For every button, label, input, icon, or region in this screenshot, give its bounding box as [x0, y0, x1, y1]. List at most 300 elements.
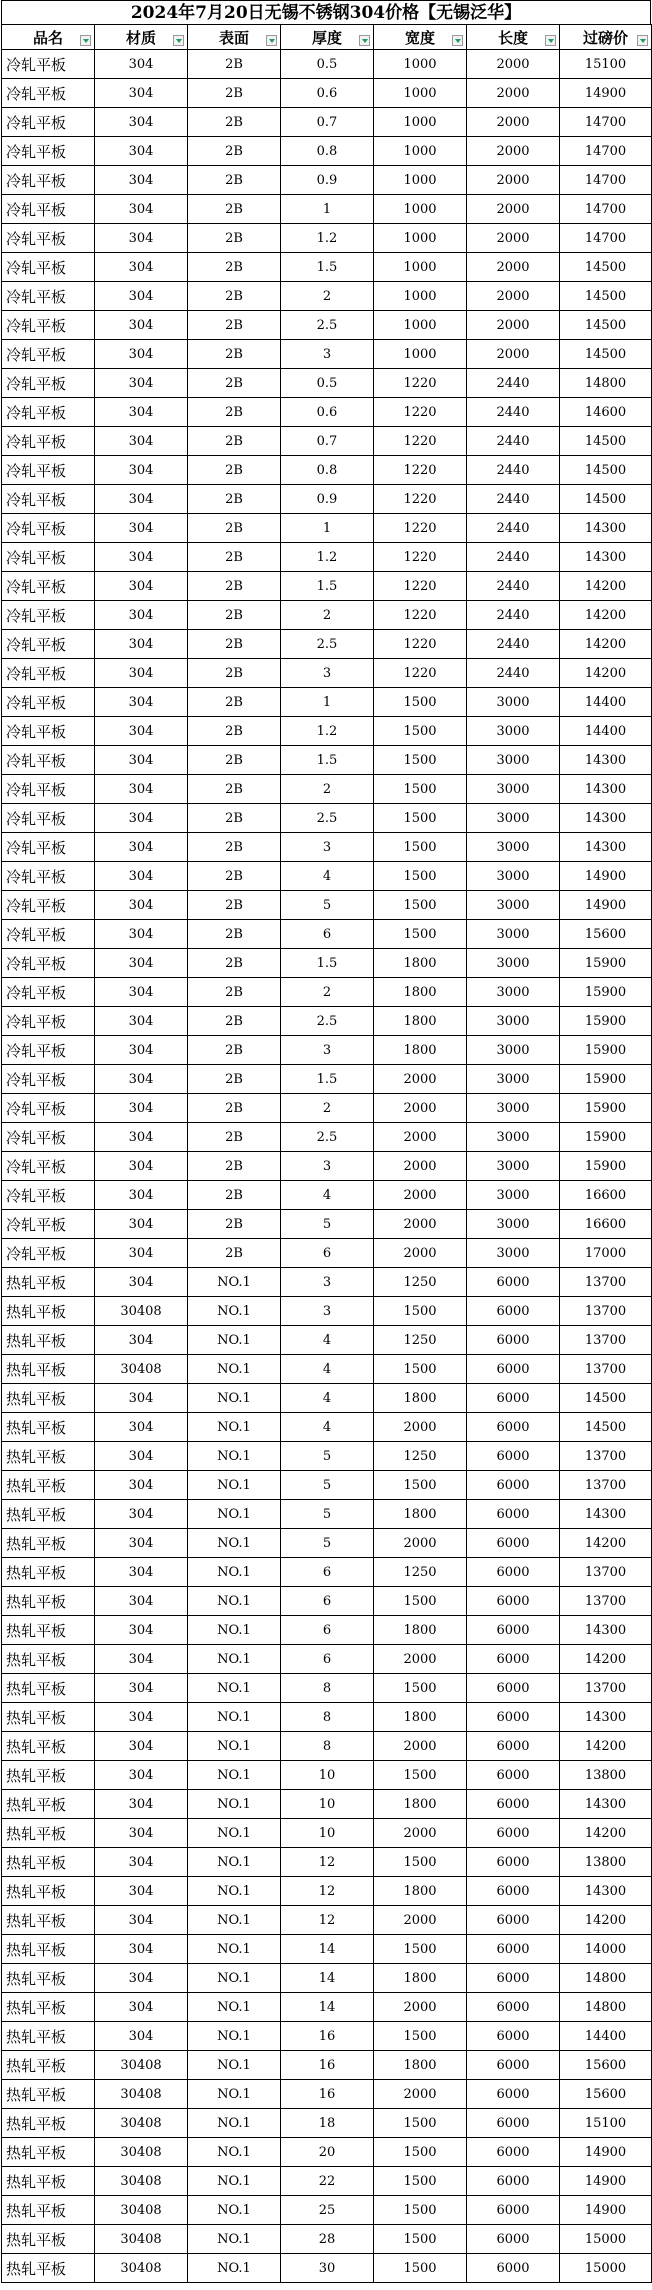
cell-surface[interactable]: 2B [188, 659, 281, 688]
cell-thickness[interactable]: 6 [281, 920, 374, 949]
cell-surface[interactable]: 2B [188, 1152, 281, 1181]
filter-dropdown-icon[interactable] [266, 35, 277, 46]
cell-length[interactable]: 6000 [467, 2138, 560, 2167]
cell-material[interactable]: 304 [95, 862, 188, 891]
cell-thickness[interactable]: 2.5 [281, 1007, 374, 1036]
cell-length[interactable]: 6000 [467, 1819, 560, 1848]
cell-material[interactable]: 304 [95, 1326, 188, 1355]
cell-product[interactable]: 冷轧平板 [2, 630, 95, 659]
cell-product[interactable]: 热轧平板 [2, 1819, 95, 1848]
cell-width[interactable]: 1250 [374, 1268, 467, 1297]
cell-price[interactable]: 14500 [560, 1384, 652, 1413]
cell-product[interactable]: 热轧平板 [2, 1529, 95, 1558]
cell-product[interactable]: 热轧平板 [2, 1848, 95, 1877]
cell-material[interactable]: 30408 [95, 2051, 188, 2080]
cell-product[interactable]: 冷轧平板 [2, 195, 95, 224]
cell-length[interactable]: 2440 [467, 398, 560, 427]
cell-product[interactable]: 冷轧平板 [2, 456, 95, 485]
cell-material[interactable]: 304 [95, 688, 188, 717]
cell-width[interactable]: 1500 [374, 2225, 467, 2254]
cell-price[interactable]: 14600 [560, 398, 652, 427]
cell-product[interactable]: 冷轧平板 [2, 514, 95, 543]
cell-price[interactable]: 15900 [560, 1065, 652, 1094]
cell-thickness[interactable]: 6 [281, 1616, 374, 1645]
cell-thickness[interactable]: 2 [281, 775, 374, 804]
cell-material[interactable]: 30408 [95, 2196, 188, 2225]
cell-length[interactable]: 2000 [467, 79, 560, 108]
cell-length[interactable]: 2000 [467, 340, 560, 369]
cell-length[interactable]: 6000 [467, 1848, 560, 1877]
cell-thickness[interactable]: 28 [281, 2225, 374, 2254]
cell-surface[interactable]: 2B [188, 166, 281, 195]
cell-thickness[interactable]: 1.5 [281, 949, 374, 978]
cell-surface[interactable]: NO.1 [188, 2022, 281, 2051]
cell-length[interactable]: 3000 [467, 891, 560, 920]
cell-price[interactable]: 14700 [560, 166, 652, 195]
cell-thickness[interactable]: 5 [281, 1442, 374, 1471]
cell-thickness[interactable]: 16 [281, 2051, 374, 2080]
cell-surface[interactable]: 2B [188, 833, 281, 862]
cell-length[interactable]: 2440 [467, 543, 560, 572]
cell-surface[interactable]: 2B [188, 978, 281, 1007]
cell-width[interactable]: 1500 [374, 891, 467, 920]
cell-surface[interactable]: 2B [188, 891, 281, 920]
cell-width[interactable]: 1000 [374, 50, 467, 79]
cell-material[interactable]: 304 [95, 1500, 188, 1529]
cell-length[interactable]: 6000 [467, 1645, 560, 1674]
cell-product[interactable]: 冷轧平板 [2, 427, 95, 456]
cell-surface[interactable]: 2B [188, 1181, 281, 1210]
cell-price[interactable]: 14300 [560, 1790, 652, 1819]
cell-surface[interactable]: NO.1 [188, 1326, 281, 1355]
cell-material[interactable]: 304 [95, 1790, 188, 1819]
cell-length[interactable]: 3000 [467, 717, 560, 746]
cell-width[interactable]: 1500 [374, 920, 467, 949]
cell-length[interactable]: 6000 [467, 1268, 560, 1297]
filter-dropdown-icon[interactable] [637, 35, 648, 46]
cell-product[interactable]: 热轧平板 [2, 1877, 95, 1906]
cell-product[interactable]: 热轧平板 [2, 2196, 95, 2225]
cell-length[interactable]: 6000 [467, 2167, 560, 2196]
cell-width[interactable]: 1220 [374, 572, 467, 601]
cell-price[interactable]: 13700 [560, 1471, 652, 1500]
cell-product[interactable]: 冷轧平板 [2, 1007, 95, 1036]
cell-price[interactable]: 14000 [560, 1935, 652, 1964]
cell-product[interactable]: 冷轧平板 [2, 833, 95, 862]
cell-material[interactable]: 304 [95, 485, 188, 514]
cell-length[interactable]: 3000 [467, 746, 560, 775]
cell-thickness[interactable]: 2 [281, 282, 374, 311]
cell-thickness[interactable]: 2 [281, 601, 374, 630]
cell-product[interactable]: 热轧平板 [2, 2051, 95, 2080]
cell-product[interactable]: 冷轧平板 [2, 340, 95, 369]
cell-width[interactable]: 2000 [374, 1732, 467, 1761]
cell-price[interactable]: 14300 [560, 1703, 652, 1732]
cell-thickness[interactable]: 0.9 [281, 485, 374, 514]
cell-length[interactable]: 6000 [467, 2080, 560, 2109]
cell-length[interactable]: 6000 [467, 1297, 560, 1326]
column-header-material[interactable] [95, 25, 188, 50]
cell-length[interactable]: 6000 [467, 1500, 560, 1529]
cell-surface[interactable]: NO.1 [188, 1297, 281, 1326]
cell-width[interactable]: 1220 [374, 427, 467, 456]
cell-product[interactable]: 热轧平板 [2, 1906, 95, 1935]
cell-width[interactable]: 1220 [374, 630, 467, 659]
cell-product[interactable]: 冷轧平板 [2, 543, 95, 572]
cell-surface[interactable]: 2B [188, 1065, 281, 1094]
cell-material[interactable]: 304 [95, 1036, 188, 1065]
cell-product[interactable]: 冷轧平板 [2, 137, 95, 166]
cell-thickness[interactable]: 6 [281, 1239, 374, 1268]
cell-material[interactable]: 304 [95, 630, 188, 659]
cell-thickness[interactable]: 5 [281, 891, 374, 920]
cell-material[interactable]: 304 [95, 572, 188, 601]
cell-length[interactable]: 3000 [467, 1123, 560, 1152]
cell-product[interactable]: 热轧平板 [2, 1471, 95, 1500]
cell-material[interactable]: 304 [95, 543, 188, 572]
cell-thickness[interactable]: 2 [281, 1094, 374, 1123]
cell-length[interactable]: 6000 [467, 2022, 560, 2051]
cell-length[interactable]: 6000 [467, 2196, 560, 2225]
cell-price[interactable]: 15900 [560, 1036, 652, 1065]
cell-length[interactable]: 6000 [467, 1616, 560, 1645]
cell-material[interactable]: 304 [95, 1471, 188, 1500]
cell-length[interactable]: 6000 [467, 1471, 560, 1500]
cell-surface[interactable]: NO.1 [188, 1413, 281, 1442]
cell-material[interactable]: 304 [95, 1848, 188, 1877]
cell-product[interactable]: 热轧平板 [2, 2022, 95, 2051]
cell-price[interactable]: 14200 [560, 630, 652, 659]
cell-material[interactable]: 304 [95, 195, 188, 224]
cell-width[interactable]: 1800 [374, 1877, 467, 1906]
filter-dropdown-icon[interactable] [452, 35, 463, 46]
cell-price[interactable]: 14900 [560, 2196, 652, 2225]
cell-product[interactable]: 热轧平板 [2, 1442, 95, 1471]
cell-product[interactable]: 热轧平板 [2, 1993, 95, 2022]
cell-material[interactable]: 304 [95, 1442, 188, 1471]
cell-width[interactable]: 2000 [374, 1819, 467, 1848]
cell-product[interactable]: 冷轧平板 [2, 775, 95, 804]
cell-length[interactable]: 6000 [467, 1993, 560, 2022]
cell-length[interactable]: 3000 [467, 1036, 560, 1065]
cell-thickness[interactable]: 0.9 [281, 166, 374, 195]
cell-price[interactable]: 14400 [560, 688, 652, 717]
cell-length[interactable]: 2440 [467, 369, 560, 398]
cell-thickness[interactable]: 16 [281, 2080, 374, 2109]
cell-length[interactable]: 3000 [467, 920, 560, 949]
cell-surface[interactable]: 2B [188, 688, 281, 717]
cell-price[interactable]: 15900 [560, 1007, 652, 1036]
cell-surface[interactable]: 2B [188, 804, 281, 833]
cell-thickness[interactable]: 6 [281, 1645, 374, 1674]
column-header-length[interactable] [467, 25, 560, 50]
cell-surface[interactable]: NO.1 [188, 1819, 281, 1848]
cell-thickness[interactable]: 22 [281, 2167, 374, 2196]
cell-length[interactable]: 2000 [467, 253, 560, 282]
cell-surface[interactable]: 2B [188, 775, 281, 804]
cell-length[interactable]: 6000 [467, 1935, 560, 1964]
cell-surface[interactable]: 2B [188, 1007, 281, 1036]
cell-width[interactable]: 1500 [374, 717, 467, 746]
cell-material[interactable]: 304 [95, 833, 188, 862]
cell-length[interactable]: 6000 [467, 2051, 560, 2080]
cell-price[interactable]: 14900 [560, 2167, 652, 2196]
cell-width[interactable]: 2000 [374, 1123, 467, 1152]
cell-thickness[interactable]: 16 [281, 2022, 374, 2051]
cell-surface[interactable]: 2B [188, 195, 281, 224]
cell-product[interactable]: 冷轧平板 [2, 369, 95, 398]
cell-surface[interactable]: NO.1 [188, 1703, 281, 1732]
cell-width[interactable]: 1220 [374, 369, 467, 398]
cell-length[interactable]: 2000 [467, 195, 560, 224]
cell-product[interactable]: 热轧平板 [2, 1558, 95, 1587]
cell-width[interactable]: 2000 [374, 1529, 467, 1558]
cell-thickness[interactable]: 4 [281, 1384, 374, 1413]
cell-price[interactable]: 14500 [560, 311, 652, 340]
cell-product[interactable]: 热轧平板 [2, 1964, 95, 1993]
cell-price[interactable]: 14800 [560, 1964, 652, 1993]
cell-material[interactable]: 304 [95, 1123, 188, 1152]
cell-width[interactable]: 1500 [374, 2138, 467, 2167]
cell-product[interactable]: 热轧平板 [2, 2225, 95, 2254]
cell-width[interactable]: 1220 [374, 543, 467, 572]
cell-product[interactable]: 冷轧平板 [2, 978, 95, 1007]
cell-price[interactable]: 14500 [560, 340, 652, 369]
cell-material[interactable]: 304 [95, 79, 188, 108]
cell-length[interactable]: 6000 [467, 2225, 560, 2254]
cell-surface[interactable]: 2B [188, 253, 281, 282]
cell-price[interactable]: 14400 [560, 2022, 652, 2051]
cell-product[interactable]: 热轧平板 [2, 2138, 95, 2167]
cell-material[interactable]: 304 [95, 456, 188, 485]
cell-surface[interactable]: NO.1 [188, 1993, 281, 2022]
cell-surface[interactable]: 2B [188, 1239, 281, 1268]
cell-material[interactable]: 304 [95, 253, 188, 282]
cell-surface[interactable]: NO.1 [188, 1790, 281, 1819]
cell-price[interactable]: 15000 [560, 2225, 652, 2254]
cell-width[interactable]: 2000 [374, 2080, 467, 2109]
cell-width[interactable]: 1000 [374, 224, 467, 253]
cell-price[interactable]: 14400 [560, 717, 652, 746]
cell-surface[interactable]: NO.1 [188, 1268, 281, 1297]
cell-thickness[interactable]: 4 [281, 1181, 374, 1210]
cell-surface[interactable]: NO.1 [188, 1877, 281, 1906]
cell-product[interactable]: 冷轧平板 [2, 224, 95, 253]
cell-width[interactable]: 1800 [374, 1790, 467, 1819]
cell-width[interactable]: 1220 [374, 601, 467, 630]
cell-thickness[interactable]: 1.5 [281, 1065, 374, 1094]
cell-length[interactable]: 3000 [467, 1210, 560, 1239]
cell-price[interactable]: 14200 [560, 1819, 652, 1848]
cell-price[interactable]: 14900 [560, 79, 652, 108]
cell-material[interactable]: 304 [95, 1993, 188, 2022]
cell-length[interactable]: 2440 [467, 572, 560, 601]
cell-material[interactable]: 304 [95, 1210, 188, 1239]
cell-length[interactable]: 3000 [467, 1239, 560, 1268]
cell-surface[interactable]: NO.1 [188, 1587, 281, 1616]
cell-product[interactable]: 热轧平板 [2, 1413, 95, 1442]
cell-price[interactable]: 13700 [560, 1558, 652, 1587]
cell-price[interactable]: 15600 [560, 2080, 652, 2109]
cell-material[interactable]: 304 [95, 1587, 188, 1616]
cell-product[interactable]: 热轧平板 [2, 1268, 95, 1297]
cell-surface[interactable]: 2B [188, 340, 281, 369]
cell-price[interactable]: 14900 [560, 862, 652, 891]
cell-thickness[interactable]: 4 [281, 862, 374, 891]
cell-width[interactable]: 1500 [374, 2196, 467, 2225]
cell-product[interactable]: 热轧平板 [2, 2080, 95, 2109]
cell-width[interactable]: 2000 [374, 1645, 467, 1674]
cell-thickness[interactable]: 5 [281, 1500, 374, 1529]
cell-width[interactable]: 1800 [374, 2051, 467, 2080]
cell-material[interactable]: 304 [95, 1413, 188, 1442]
cell-price[interactable]: 13800 [560, 1761, 652, 1790]
cell-material[interactable]: 304 [95, 1065, 188, 1094]
cell-width[interactable]: 1000 [374, 166, 467, 195]
cell-length[interactable]: 6000 [467, 1761, 560, 1790]
cell-product[interactable]: 冷轧平板 [2, 601, 95, 630]
cell-surface[interactable]: 2B [188, 311, 281, 340]
cell-surface[interactable]: 2B [188, 862, 281, 891]
cell-thickness[interactable]: 3 [281, 1297, 374, 1326]
cell-surface[interactable]: 2B [188, 746, 281, 775]
cell-length[interactable]: 6000 [467, 1529, 560, 1558]
cell-product[interactable]: 冷轧平板 [2, 311, 95, 340]
cell-surface[interactable]: NO.1 [188, 1355, 281, 1384]
cell-product[interactable]: 热轧平板 [2, 2167, 95, 2196]
cell-thickness[interactable]: 14 [281, 1964, 374, 1993]
cell-material[interactable]: 304 [95, 224, 188, 253]
filter-dropdown-icon[interactable] [173, 35, 184, 46]
cell-length[interactable]: 6000 [467, 1674, 560, 1703]
cell-length[interactable]: 3000 [467, 688, 560, 717]
cell-material[interactable]: 30408 [95, 2080, 188, 2109]
cell-price[interactable]: 15900 [560, 1152, 652, 1181]
cell-width[interactable]: 2000 [374, 1413, 467, 1442]
cell-price[interactable]: 17000 [560, 1239, 652, 1268]
cell-width[interactable]: 2000 [374, 1065, 467, 1094]
cell-width[interactable]: 1800 [374, 978, 467, 1007]
column-header-thickness[interactable] [281, 25, 374, 50]
cell-width[interactable]: 1000 [374, 311, 467, 340]
cell-length[interactable]: 2000 [467, 311, 560, 340]
cell-product[interactable]: 热轧平板 [2, 1645, 95, 1674]
cell-material[interactable]: 304 [95, 1152, 188, 1181]
column-header-width[interactable] [374, 25, 467, 50]
cell-material[interactable]: 304 [95, 1007, 188, 1036]
cell-surface[interactable]: NO.1 [188, 2109, 281, 2138]
cell-length[interactable]: 2000 [467, 282, 560, 311]
cell-thickness[interactable]: 5 [281, 1471, 374, 1500]
cell-price[interactable]: 14300 [560, 1877, 652, 1906]
cell-material[interactable]: 304 [95, 2022, 188, 2051]
cell-surface[interactable]: NO.1 [188, 1384, 281, 1413]
cell-surface[interactable]: NO.1 [188, 2225, 281, 2254]
cell-length[interactable]: 2440 [467, 630, 560, 659]
cell-price[interactable]: 15900 [560, 1094, 652, 1123]
cell-price[interactable]: 14800 [560, 369, 652, 398]
cell-surface[interactable]: 2B [188, 572, 281, 601]
cell-price[interactable]: 14200 [560, 659, 652, 688]
cell-product[interactable]: 冷轧平板 [2, 108, 95, 137]
cell-material[interactable]: 304 [95, 311, 188, 340]
cell-width[interactable]: 1220 [374, 659, 467, 688]
cell-product[interactable]: 冷轧平板 [2, 253, 95, 282]
cell-thickness[interactable]: 0.5 [281, 369, 374, 398]
cell-surface[interactable]: NO.1 [188, 1906, 281, 1935]
cell-material[interactable]: 304 [95, 427, 188, 456]
cell-price[interactable]: 15900 [560, 978, 652, 1007]
cell-product[interactable]: 热轧平板 [2, 1732, 95, 1761]
cell-width[interactable]: 1800 [374, 1036, 467, 1065]
cell-surface[interactable]: 2B [188, 1094, 281, 1123]
cell-width[interactable]: 1800 [374, 1703, 467, 1732]
cell-surface[interactable]: 2B [188, 369, 281, 398]
cell-product[interactable]: 热轧平板 [2, 2254, 95, 2283]
cell-price[interactable]: 14900 [560, 891, 652, 920]
cell-width[interactable]: 1500 [374, 2109, 467, 2138]
cell-thickness[interactable]: 4 [281, 1326, 374, 1355]
cell-surface[interactable]: 2B [188, 920, 281, 949]
filter-dropdown-icon[interactable] [80, 35, 91, 46]
cell-material[interactable]: 304 [95, 920, 188, 949]
cell-price[interactable]: 13700 [560, 1268, 652, 1297]
cell-width[interactable]: 1500 [374, 1674, 467, 1703]
cell-length[interactable]: 2000 [467, 166, 560, 195]
cell-price[interactable]: 14500 [560, 253, 652, 282]
cell-product[interactable]: 冷轧平板 [2, 746, 95, 775]
cell-material[interactable]: 304 [95, 1645, 188, 1674]
cell-width[interactable]: 1500 [374, 688, 467, 717]
cell-material[interactable]: 304 [95, 1819, 188, 1848]
cell-surface[interactable]: 2B [188, 108, 281, 137]
cell-thickness[interactable]: 0.8 [281, 456, 374, 485]
cell-price[interactable]: 14200 [560, 1645, 652, 1674]
cell-surface[interactable]: 2B [188, 1036, 281, 1065]
cell-thickness[interactable]: 0.7 [281, 108, 374, 137]
cell-thickness[interactable]: 3 [281, 1268, 374, 1297]
cell-length[interactable]: 2440 [467, 427, 560, 456]
cell-product[interactable]: 冷轧平板 [2, 398, 95, 427]
cell-product[interactable]: 冷轧平板 [2, 282, 95, 311]
cell-material[interactable]: 304 [95, 108, 188, 137]
cell-width[interactable]: 1800 [374, 1500, 467, 1529]
cell-thickness[interactable]: 2.5 [281, 804, 374, 833]
cell-material[interactable]: 30408 [95, 1355, 188, 1384]
cell-width[interactable]: 1220 [374, 398, 467, 427]
cell-price[interactable]: 15000 [560, 2254, 652, 2283]
cell-material[interactable]: 304 [95, 1964, 188, 1993]
cell-product[interactable]: 冷轧平板 [2, 572, 95, 601]
cell-surface[interactable]: NO.1 [188, 1442, 281, 1471]
cell-price[interactable]: 14700 [560, 224, 652, 253]
cell-price[interactable]: 14300 [560, 514, 652, 543]
cell-price[interactable]: 13700 [560, 1442, 652, 1471]
cell-length[interactable]: 3000 [467, 949, 560, 978]
cell-thickness[interactable]: 1.2 [281, 543, 374, 572]
cell-material[interactable]: 304 [95, 601, 188, 630]
cell-product[interactable]: 冷轧平板 [2, 50, 95, 79]
cell-material[interactable]: 304 [95, 1384, 188, 1413]
cell-price[interactable]: 13700 [560, 1674, 652, 1703]
cell-length[interactable]: 2440 [467, 659, 560, 688]
cell-length[interactable]: 6000 [467, 1790, 560, 1819]
cell-length[interactable]: 2000 [467, 50, 560, 79]
cell-product[interactable]: 热轧平板 [2, 2109, 95, 2138]
cell-price[interactable]: 15600 [560, 2051, 652, 2080]
cell-product[interactable]: 热轧平板 [2, 1384, 95, 1413]
cell-length[interactable]: 3000 [467, 1007, 560, 1036]
